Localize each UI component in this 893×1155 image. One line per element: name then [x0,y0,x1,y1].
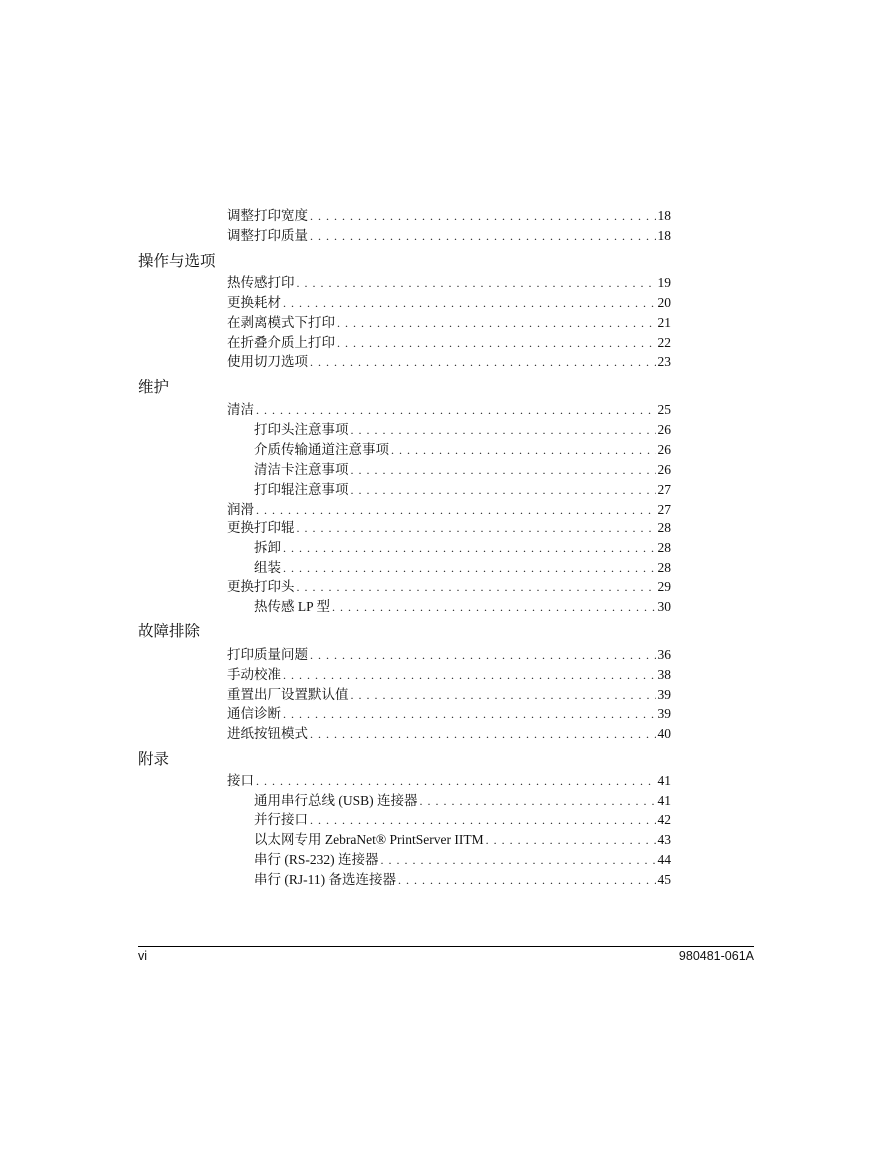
dot-leader [297,518,656,538]
toc-entry-title: 通用串行总线 (USB) 连接器 [254,793,418,808]
toc-entry-title: 打印质量问题 [227,647,308,662]
toc-entry-page-number: 29 [657,579,671,594]
toc-entry[interactable] [227,724,671,744]
toc-entry-page-number: 22 [657,335,671,350]
toc-entry-page-number: 42 [657,812,671,827]
dot-leader [391,440,656,460]
dot-leader [283,558,656,578]
dot-leader [256,771,656,791]
toc-subentry[interactable] [254,830,671,850]
toc-entry-title: 组装 [254,560,281,575]
toc-entry-page-number: 36 [657,647,671,662]
toc-entry-title: 拆卸 [254,540,281,555]
toc-entry-page-number: 27 [657,482,671,497]
toc-entry-page-number: 20 [657,295,671,310]
toc-entry[interactable] [227,273,671,293]
toc-entry-page-number: 38 [657,667,671,682]
dot-leader [351,460,656,480]
toc-entry-page-number: 41 [657,793,671,808]
toc-entry-page-number: 28 [657,540,671,555]
toc-entry[interactable] [227,685,671,705]
toc-entry-page-number: 28 [657,560,671,575]
toc-entry-page-number: 18 [657,228,671,243]
dot-leader [420,791,656,811]
toc-subentry[interactable] [254,420,671,440]
toc-entry-title: 调整打印质量 [227,228,308,243]
toc-subentry[interactable] [254,460,671,480]
dot-leader [310,810,656,830]
toc-entry-title: 调整打印宽度 [227,208,308,223]
toc-entry[interactable] [227,293,671,313]
toc-subentry[interactable] [254,558,671,578]
toc-entry-title: 介质传输通道注意事项 [254,442,389,457]
toc-entry-title: 打印辊注意事项 [254,482,349,497]
dot-leader [486,830,656,850]
toc-entry-page-number: 28 [657,520,671,535]
toc-entry-page-number: 44 [657,852,671,867]
toc-subentry[interactable] [254,850,671,870]
toc-section-heading: 故障排除 [138,623,201,640]
dot-leader [310,352,656,372]
toc-subentry[interactable] [254,870,671,890]
toc-entry[interactable] [227,704,671,724]
dot-leader [398,870,656,890]
toc-entry[interactable] [227,313,671,333]
toc-entry-title: 接口 [227,773,254,788]
toc-section-heading: 操作与选项 [138,253,216,270]
toc-entry-title: 清洁 [227,402,254,417]
toc-entry-title: 重置出厂设置默认值 [227,687,349,702]
dot-leader [310,226,656,246]
dot-leader [297,273,656,293]
toc-entry-page-number: 40 [657,726,671,741]
toc-subentry[interactable] [254,597,671,617]
dot-leader [283,665,656,685]
toc-entry-title: 更换打印头 [227,579,295,594]
toc-entry-page-number: 26 [657,442,671,457]
toc-entry[interactable] [227,400,671,420]
toc-section-heading: 维护 [138,379,170,396]
toc-entry-page-number: 21 [657,315,671,330]
dot-leader [310,645,656,665]
dot-leader [297,577,656,597]
toc-entry-page-number: 25 [657,402,671,417]
toc-entry-page-number: 30 [657,599,671,614]
dot-leader [310,724,656,744]
dot-leader [351,420,656,440]
toc-entry[interactable] [227,226,671,246]
toc-entry-title: 清洁卡注意事项 [254,462,349,477]
dot-leader [381,850,656,870]
dot-leader [351,480,656,500]
toc-entry[interactable] [227,645,671,665]
toc-subentry[interactable] [254,538,671,558]
toc-entry-page-number: 45 [657,872,671,887]
footer-document-number: 980481-061A [678,949,754,963]
dot-leader [351,685,656,705]
toc-entry-title: 更换打印辊 [227,520,295,535]
dot-leader [332,597,655,617]
toc-subentry[interactable] [254,440,671,460]
dot-leader [283,538,656,558]
toc-entry-page-number: 26 [657,462,671,477]
toc-section-heading: 附录 [138,751,170,768]
toc-entry-title: 更换耗材 [227,295,281,310]
toc-entry-title: 热传感 LP 型 [254,599,331,614]
toc-entry-page-number: 19 [657,275,671,290]
dot-leader [337,313,656,333]
toc-entry-title: 以太网专用 ZebraNet® PrintServer IITM [254,832,484,847]
toc-entry-page-number: 18 [657,208,671,223]
dot-leader [337,333,656,353]
dot-leader [256,400,656,420]
toc-entry-title: 使用切刀选项 [227,354,308,369]
toc-entry[interactable] [227,333,671,353]
dot-leader [310,206,656,226]
toc-entry-title: 通信诊断 [227,706,281,721]
toc-entry-title: 手动校准 [227,667,281,682]
toc-entry-title: 在折叠介质上打印 [227,335,335,350]
toc-entry[interactable] [227,518,671,538]
toc-entry-title: 串行 (RJ-11) 备选连接器 [254,872,396,887]
toc-entry-page-number: 23 [657,354,671,369]
toc-entry-title: 进纸按钮模式 [227,726,308,741]
toc-entry-title: 在剥离模式下打印 [227,315,335,330]
toc-entry[interactable] [227,352,671,372]
toc-subentry[interactable] [254,810,671,830]
toc-entry-page-number: 39 [657,687,671,702]
toc-entry-page-number: 41 [657,773,671,788]
toc-subentry[interactable] [254,480,671,500]
dot-leader [256,500,656,520]
toc-entry[interactable] [227,500,671,520]
footer-page-number: vi [138,949,148,963]
toc-entry-title: 润滑 [227,502,254,517]
toc-entry-page-number: 26 [657,422,671,437]
toc-entry-title: 并行接口 [254,812,308,827]
toc-entry-title: 热传感打印 [227,275,295,290]
toc-entry[interactable] [227,771,671,791]
dot-leader [283,704,656,724]
toc-entry-page-number: 43 [657,832,671,847]
toc-entry[interactable] [227,206,671,226]
toc-entry-page-number: 27 [657,502,671,517]
toc-entry[interactable] [227,665,671,685]
toc-entry-page-number: 39 [657,706,671,721]
toc-subentry[interactable] [254,791,671,811]
toc-entry-title: 串行 (RS-232) 连接器 [254,852,379,867]
toc-entry[interactable] [227,577,671,597]
toc-entry-title: 打印头注意事项 [254,422,349,437]
footer-divider [138,946,754,947]
dot-leader [283,293,656,313]
